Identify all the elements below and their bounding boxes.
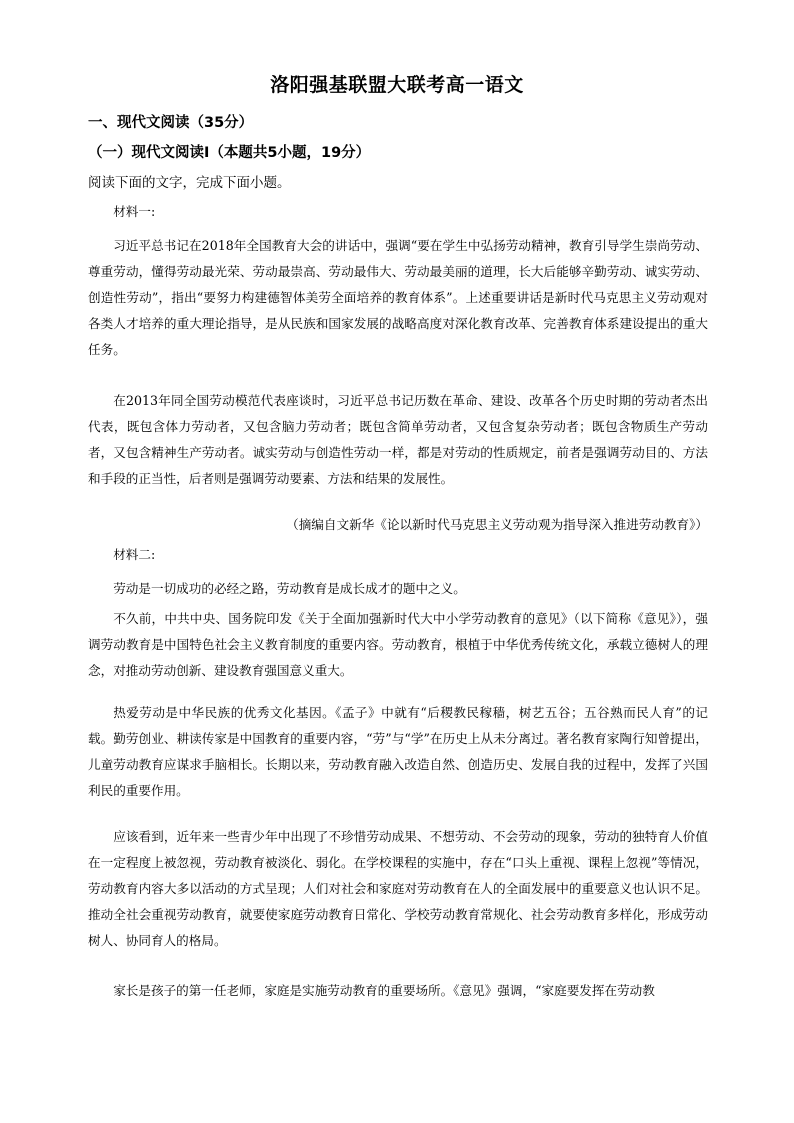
material1-paragraph-1: 习近平总书记在2018年全国教育大会的讲话中，强调“要在学生中弘扬劳动精神，教育引导学生崇尚劳动、尊重劳动，懂得劳动最光荣、劳动最崇高、劳动最伟大、劳动最美丽的道理，长大后能够辛勤劳动、诚实劳动、创造性劳动”，指出“要努力构建德智体美劳全面培养的教育体系”。上述重要讲话是新时代马克思主义劳动观对各类人才培养的重大理论指导，是从民族和国家发展的战略高度对深化教育改革、完善教育体系建设提出的重大任务。	[88, 238, 708, 357]
material2-paragraph-3: 热爱劳动是中华民族的优秀文化基因。《孟子》中就有“后稷教民稼穑，树艺五谷；五谷熟而民人育”的记载。勤劳创业、耕读传家是中国教育的重要内容，“劳”与“学”在历史上从未分离过。著名教育家陶行知曾提出，儿童劳动教育应谋求手脑相长。长期以来，劳动教育融入改造自然、创造历史、发展自我的过程中，发挥了兴国利民的重要作用。	[88, 705, 708, 798]
material2-paragraph-4: 应该看到，近年来一些青少年中出现了不珍惜劳动成果、不想劳动、不会劳动的现象，劳动的独特育人价值在一定程度上被忽视，劳动教育被淡化、弱化。在学校课程的实施中，存在“口头上重视、课程上忽视”等情况，劳动教育内容大多以活动的方式呈现；人们对社会和家庭对劳动教育在人的全面发展中的重要意义也认识不足。推动全社会重视劳动教育，就要使家庭劳动教育日常化、学校劳动教育常规化、社会劳动教育多样化，形成劳动树人、协同育人的格局。	[88, 829, 708, 948]
section-heading: 一、现代文阅读（35分）	[88, 115, 254, 131]
material2-paragraph-1: 劳动是一切成功的必经之路，劳动教育是成长成才的题中之义。	[113, 581, 466, 596]
subsection-heading: （一）现代文阅读Ⅰ（本题共5小题，19分）	[88, 145, 371, 161]
material1-label: 材料一:	[113, 204, 156, 219]
page-title: 洛阳强基联盟大联考高一语文	[270, 74, 524, 96]
material1-source: （摘编自文新华《论以新时代马克思主义劳动观为指导深入推进劳动教育》）	[286, 517, 708, 532]
material2-label: 材料二:	[113, 547, 156, 562]
material1-paragraph-2: 在2013年同全国劳动模范代表座谈时，习近平总书记历数在革命、建设、改革各个历史时期的劳动者杰出代表，既包含体力劳动者，又包含脑力劳动者；既包含简单劳动者，又包含复杂劳动者；既包含物质生产劳动者，又包含精神生产劳动者。诚实劳动与创造性劳动一样，都是对劳动的性质规定，前者是强调劳动目的、方法和手段的正当性，后者则是强调劳动要素、方法和结果的发展性。	[88, 393, 708, 486]
material2-paragraph-2: 不久前，中共中央、国务院印发《关于全面加强新时代大中小学劳动教育的意见》（以下简称《意见》），强调劳动教育是中国特色社会主义教育制度的重要内容。劳动教育，根植于中华优秀传统文化，承载立德树人的理念，对推动劳动创新、建设教育强国意义重大。	[88, 611, 708, 678]
instruction-text: 阅读下面的文字，完成下面小题。	[88, 175, 291, 191]
material2-paragraph-5: 家长是孩子的第一任老师，家庭是实施劳动教育的重要场所。《意见》强调，“家庭要发挥在劳动教	[113, 983, 655, 998]
